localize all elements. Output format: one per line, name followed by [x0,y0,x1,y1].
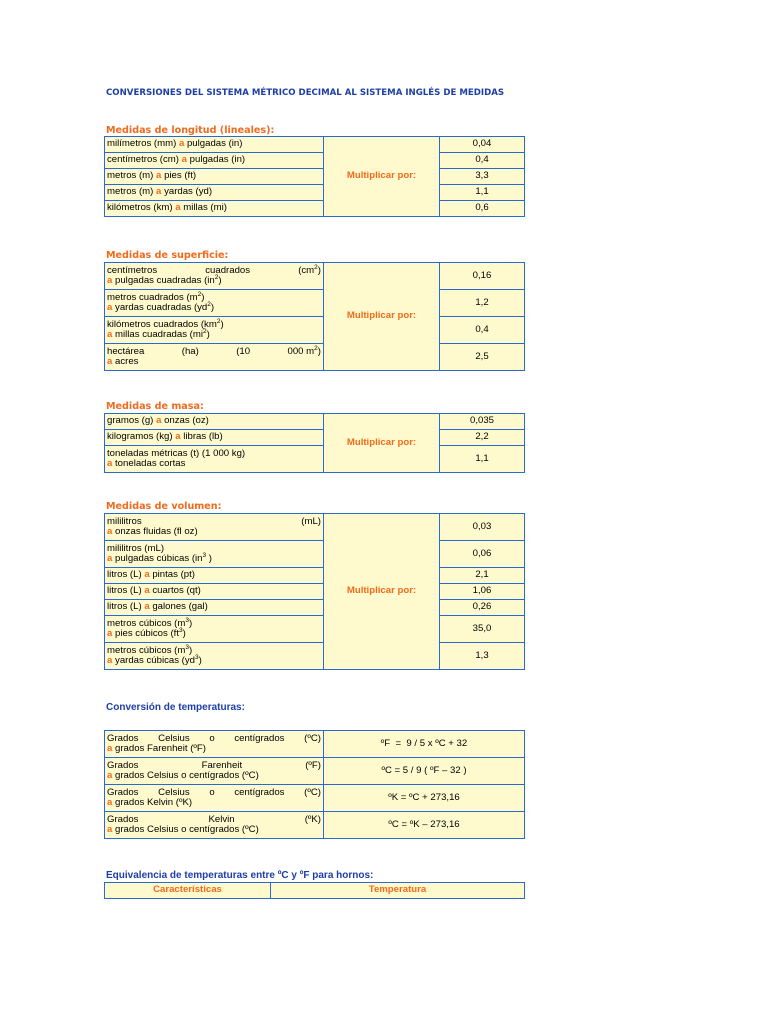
conversion-row [105,414,525,430]
from-text: kilómetros cuadrados (km [107,318,217,330]
connector-a: a [107,655,113,666]
connector-a: a [144,601,150,613]
temperature-unit-cell [105,785,324,812]
to-line [107,276,321,287]
temperature-row [105,758,525,785]
conversion-row [105,344,525,371]
unit-cell [105,290,324,317]
connector-a: a [156,170,162,182]
word-text: (cm [298,264,315,276]
factor-value: 3,3 [440,169,525,185]
conversion-row [105,263,525,290]
word-text: o [209,786,215,798]
conversion-row [105,201,525,217]
factor-value: 1,3 [440,643,525,670]
word-text: mililitros [107,515,142,527]
to-line [107,527,321,538]
to-text: yardas (yd) [164,186,213,198]
from-text: litros (L) [107,585,142,597]
factor-value: 0,26 [440,600,525,616]
to-line [107,744,321,755]
unit-cell [105,446,324,473]
connector-a: a [107,824,113,835]
factor-value: 0,04 [440,137,525,153]
temperature-row [105,812,525,839]
conversion-row [105,153,525,169]
to-text: pulgadas (in) [189,154,246,166]
superscript: 2 [214,274,219,281]
word-text: (ha) [181,345,199,357]
table-volumen [104,513,525,670]
to-text: pulgadas cúbicas (in [115,553,203,564]
conversion-row [105,584,525,600]
conversion-row [105,600,525,616]
word-text: centímetros [107,264,158,276]
conversion-row [105,514,525,541]
unit-cell [105,137,324,153]
factor-value: 1,1 [440,185,525,201]
conversion-row [105,317,525,344]
conversion-row [105,616,525,643]
temperature-unit-cell [105,758,324,785]
word-text: ) [317,345,321,357]
to-line [107,357,321,368]
section-title-hornos: Equivalencia de temperaturas entre ºC y ºF para hornos: [106,870,374,881]
word-text: centígrados [234,786,285,798]
word-text: (ºF) [305,759,321,771]
factor-value: 2,5 [440,344,525,371]
superscript: 2 [203,328,207,335]
from-text: litros (L) [107,569,142,581]
from-text: gramos (g) [107,415,154,427]
factor-value: 0,4 [440,153,525,169]
multiply-label: Multiplicar por: [324,263,440,371]
superscript: 3 [202,552,207,559]
from-text-end: ) [189,617,193,629]
conversion-row [105,290,525,317]
word-text: Grados [107,813,139,825]
superscript: 2 [197,290,202,298]
table-masa [104,413,525,473]
to-line [107,656,321,667]
connector-a: a [107,553,113,564]
word-text: cuadrados [205,264,251,276]
factor-value: 0,03 [440,514,525,541]
factor-value: 1,2 [440,290,525,317]
temperature-formula: ºC = 5 / 9 ( ºF – 32 ) [324,758,525,785]
connector-a: a [144,569,150,581]
connector-a: a [181,154,187,166]
conversion-row [105,541,525,568]
connector-a: a [107,628,113,639]
word-text: (ºK) [304,813,321,825]
connector-a: a [107,526,113,537]
to-text-end: ) [206,553,212,564]
connector-a: a [175,431,181,443]
section-title-masa: Medidas de masa: [106,401,204,412]
unit-cell [105,201,324,217]
unit-cell [105,263,324,290]
word-text: (mL) [301,515,321,527]
factor-value: 1,06 [440,584,525,600]
connector-a: a [107,356,113,367]
from-word [236,347,250,358]
conversion-row [105,446,525,473]
to-line [107,771,321,782]
superscript: 3 [185,616,189,624]
conversion-row [105,643,525,670]
from-text: centímetros (cm) [107,154,179,166]
word-text: Kelvin [208,813,235,825]
superscript: 2 [314,263,318,271]
to-line [107,798,321,809]
unit-cell [105,317,324,344]
word-text: Grados [107,759,139,771]
document-title: CONVERSIONES DEL SISTEMA MÉTRICO DECIMAL AL SISTEMA INGLÉS DE MEDIDAS [106,88,505,98]
word-text: (ºC) [304,732,321,744]
from-text: metros cuadrados (m [107,291,198,303]
factor-value: 2,2 [440,430,525,446]
factor-value: 0,4 [440,317,525,344]
from-text: litros (L) [107,601,142,613]
from-text: metros (m) [107,186,154,198]
unit-cell [105,514,324,541]
to-text: yardas cúbicas (yd [115,655,195,666]
section-title-longitud: Medidas de longitud (lineales): [106,125,275,136]
from-text-end: ) [189,644,193,656]
unit-cell [105,153,324,169]
temperature-formula: ºF = 9 / 5 x ºC + 32 [324,731,525,758]
to-text: grados Celsius o centígrados (ºC) [115,824,259,835]
to-line [107,629,321,640]
section-title-temperaturas: Conversión de temperaturas: [106,702,245,713]
factor-value: 2,1 [440,568,525,584]
from-text: toneladas métricas (t) (1 000 kg) [107,447,246,459]
word-text: ) [317,264,321,276]
from-text: mililitros (mL) [107,542,165,554]
unit-cell [105,568,324,584]
to-line [107,330,321,341]
to-text-end: ) [218,275,222,286]
conversion-row [105,430,525,446]
conversion-row [105,137,525,153]
word-text: (ºC) [304,786,321,798]
unit-cell [105,643,324,670]
from-text: metros cúbicos (m [107,617,186,629]
word-text: Grados [107,786,139,798]
connector-a: a [107,770,113,781]
from-text: metros cúbicos (m [107,644,186,656]
to-text: cuartos (qt) [152,585,201,597]
to-text: onzas fluidas (fl oz) [115,526,198,537]
multiply-label: Multiplicar por: [324,514,440,670]
from-word [182,347,199,358]
temperature-row [105,785,525,812]
from-text: milímetros (mm) [107,138,177,150]
to-text: millas (mi) [183,202,227,214]
to-text: acres [115,356,139,367]
multiply-label: Multiplicar por: [324,137,440,217]
to-text-end: ) [198,655,202,666]
connector-a: a [107,302,113,313]
word-text: Farenheit [201,759,243,771]
to-line [107,303,321,314]
word-text: centígrados [234,732,285,744]
superscript: 2 [207,301,211,308]
to-text: onzas (oz) [164,415,209,427]
word-text: 000 m [287,345,315,357]
table-hornos [104,882,525,899]
from-text-end: ) [220,318,224,330]
factor-value: 0,16 [440,263,525,290]
unit-cell [105,600,324,616]
superscript: 3 [179,627,183,634]
to-text: pies (ft) [164,170,197,182]
section-title-superficie: Medidas de superficie: [106,250,229,261]
temperature-formula: ºC = ºK – 273,16 [324,812,525,839]
to-line [107,459,321,470]
table-header-row [105,883,525,899]
conversion-row [105,169,525,185]
to-text-end: ) [206,329,210,340]
to-text-end: ) [182,628,186,639]
superscript: 2 [216,317,221,325]
to-text: millas cuadradas (mi [115,329,203,340]
table-longitud [104,136,525,217]
to-text: libras (lb) [183,431,223,443]
superscript: 3 [185,643,189,651]
from-word [287,344,322,358]
connector-a: a [144,585,150,597]
word-text: Celsius [158,732,190,744]
unit-cell [105,584,324,600]
connector-a: a [156,186,162,198]
unit-cell [105,185,324,201]
unit-cell [105,541,324,568]
factor-value: 0,06 [440,541,525,568]
to-text: pies cúbicos (ft [115,628,180,639]
from-line [107,344,321,358]
superscript: 3 [195,654,199,661]
multiply-label: Multiplicar por: [324,414,440,473]
factor-value: 1,1 [440,446,525,473]
unit-cell [105,430,324,446]
superscript: 2 [314,344,318,352]
header-caracteristicas: Características [105,883,271,899]
to-text: pulgadas (in) [186,138,243,150]
to-text: grados Kelvin (ºK) [115,797,193,808]
unit-cell [105,344,324,371]
word-text: hectárea [107,345,145,357]
connector-a: a [178,138,185,150]
factor-value: 0,6 [440,201,525,217]
connector-a: a [107,797,113,808]
connector-a: a [107,743,113,754]
connector-a: a [175,202,181,214]
to-text-end: ) [210,302,215,313]
connector-a: a [107,275,113,286]
conversion-row [105,568,525,584]
temperature-unit-cell [105,731,324,758]
from-text: kilómetros (km) [107,202,173,214]
to-line [107,825,321,836]
word-text: Grados [107,732,139,744]
temperature-unit-cell [105,812,324,839]
to-text: pulgadas cuadradas (in [115,275,215,286]
unit-cell [105,169,324,185]
from-word [298,263,321,277]
factor-value: 35,0 [440,616,525,643]
factor-value: 0,035 [440,414,525,430]
from-word [301,517,321,528]
temperature-row [105,731,525,758]
connector-a: a [156,415,162,427]
word-text: o [209,732,215,744]
to-text: toneladas cortas [115,458,186,469]
table-temperaturas [104,730,525,839]
to-line [107,554,321,565]
connector-a: a [107,329,113,340]
from-text-end: ) [201,291,205,303]
from-text: kilogramos (kg) [107,431,173,443]
connector-a: a [107,458,113,469]
to-text: grados Celsius o centígrados (ºC) [115,770,259,781]
section-title-volumen: Medidas de volumen: [106,501,222,512]
from-text: metros (m) [107,170,154,182]
to-text: galones (gal) [152,601,208,613]
temperature-formula: ºK = ºC + 273,16 [324,785,525,812]
to-text: pintas (pt) [152,569,196,581]
unit-cell [105,414,324,430]
conversion-row [105,185,525,201]
word-text: Celsius [158,786,190,798]
to-text: grados Farenheit (ºF) [115,743,206,754]
word-text: (10 [236,345,251,357]
table-superficie [104,262,525,371]
header-temperatura: Temperatura [271,883,525,899]
unit-cell [105,616,324,643]
to-text: yardas cuadradas (yd [115,302,208,313]
